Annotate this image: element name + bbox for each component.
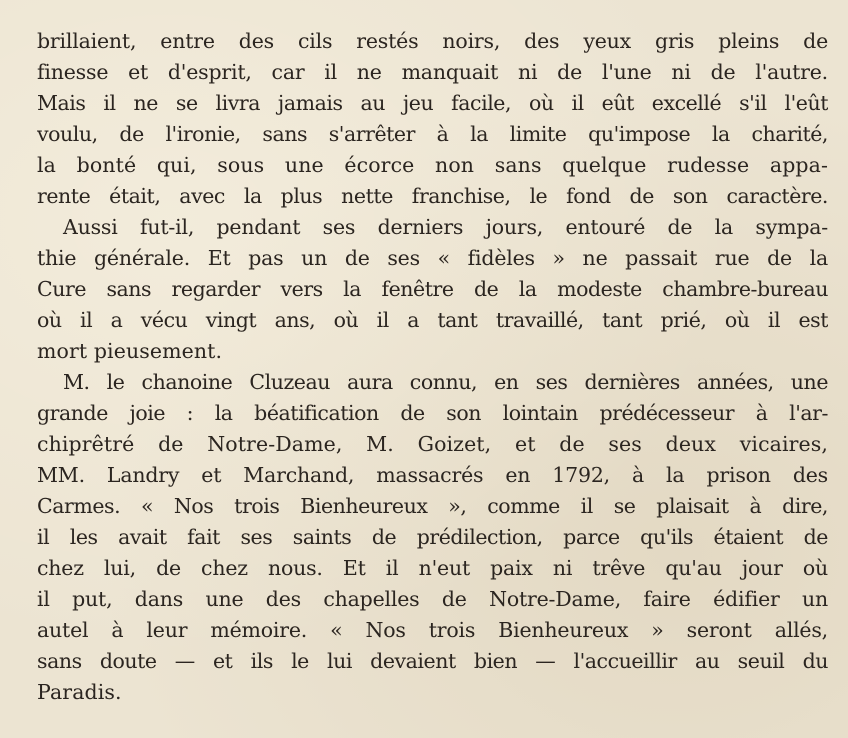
text-line: chez lui, de chez nous. Et il n'eut paix ni trêve qu'au jour où: [37, 556, 828, 580]
text-line: voulu, de l'ironie, sans s'arrêter à la limite qu'impose la charité,: [37, 122, 828, 146]
text-line: grande joie : la béatification de son lointain prédécesseur à l'ar-: [37, 401, 828, 425]
text-line: la bonté qui, sous une écorce non sans quelque rudesse appa-: [37, 153, 828, 177]
text-line: chiprêtré de Notre-Dame, M. Goizet, et de ses deux vicaires,: [37, 432, 828, 456]
text-line: finesse et d'esprit, car il ne manquait ni de l'une ni de l'autre.: [37, 60, 828, 84]
text-line: où il a vécu vingt ans, où il a tant travaillé, tant prié, où il est: [37, 308, 828, 332]
text-line: Paradis.: [37, 680, 122, 704]
text-line: M. le chanoine Cluzeau aura connu, en ses dernières années, une: [63, 370, 828, 394]
text-line: Cure sans regarder vers la fenêtre de la modeste chambre-bureau: [37, 277, 828, 301]
text-line: autel à leur mémoire. « Nos trois Bienheureux » seront allés,: [37, 618, 828, 642]
text-line: il les avait fait ses saints de prédilection, parce qu'ils étaient de: [37, 525, 828, 549]
text-line: Aussi fut-il, pendant ses derniers jours, entouré de la sympa-: [63, 215, 828, 239]
text-line: brillaient, entre des cils restés noirs, des yeux gris pleins de: [37, 29, 828, 53]
body-text: [37, 26, 828, 708]
text-line: Mais il ne se livra jamais au jeu facile, où il eût excellé s'il l'eût: [37, 91, 828, 115]
text-line: il put, dans une des chapelles de Notre-Dame, faire édifier un: [37, 587, 828, 611]
paragraph-3: [37, 367, 828, 708]
text-line: mort pieusement.: [37, 339, 223, 363]
paragraph-1: [37, 26, 828, 212]
paragraph-2: [37, 212, 828, 367]
text-line: rente était, avec la plus nette franchise, le fond de son caractère.: [37, 184, 828, 208]
text-line: thie générale. Et pas un de ses « fidèles » ne passait rue de la: [37, 246, 828, 270]
text-line: Carmes. « Nos trois Bienheureux », comme il se plaisait à dire,: [37, 494, 828, 518]
text-line: sans doute — et ils le lui devaient bien — l'accueillir au seuil du: [37, 649, 828, 673]
text-line: MM. Landry et Marchand, massacrés en 1792, à la prison des: [37, 463, 828, 487]
